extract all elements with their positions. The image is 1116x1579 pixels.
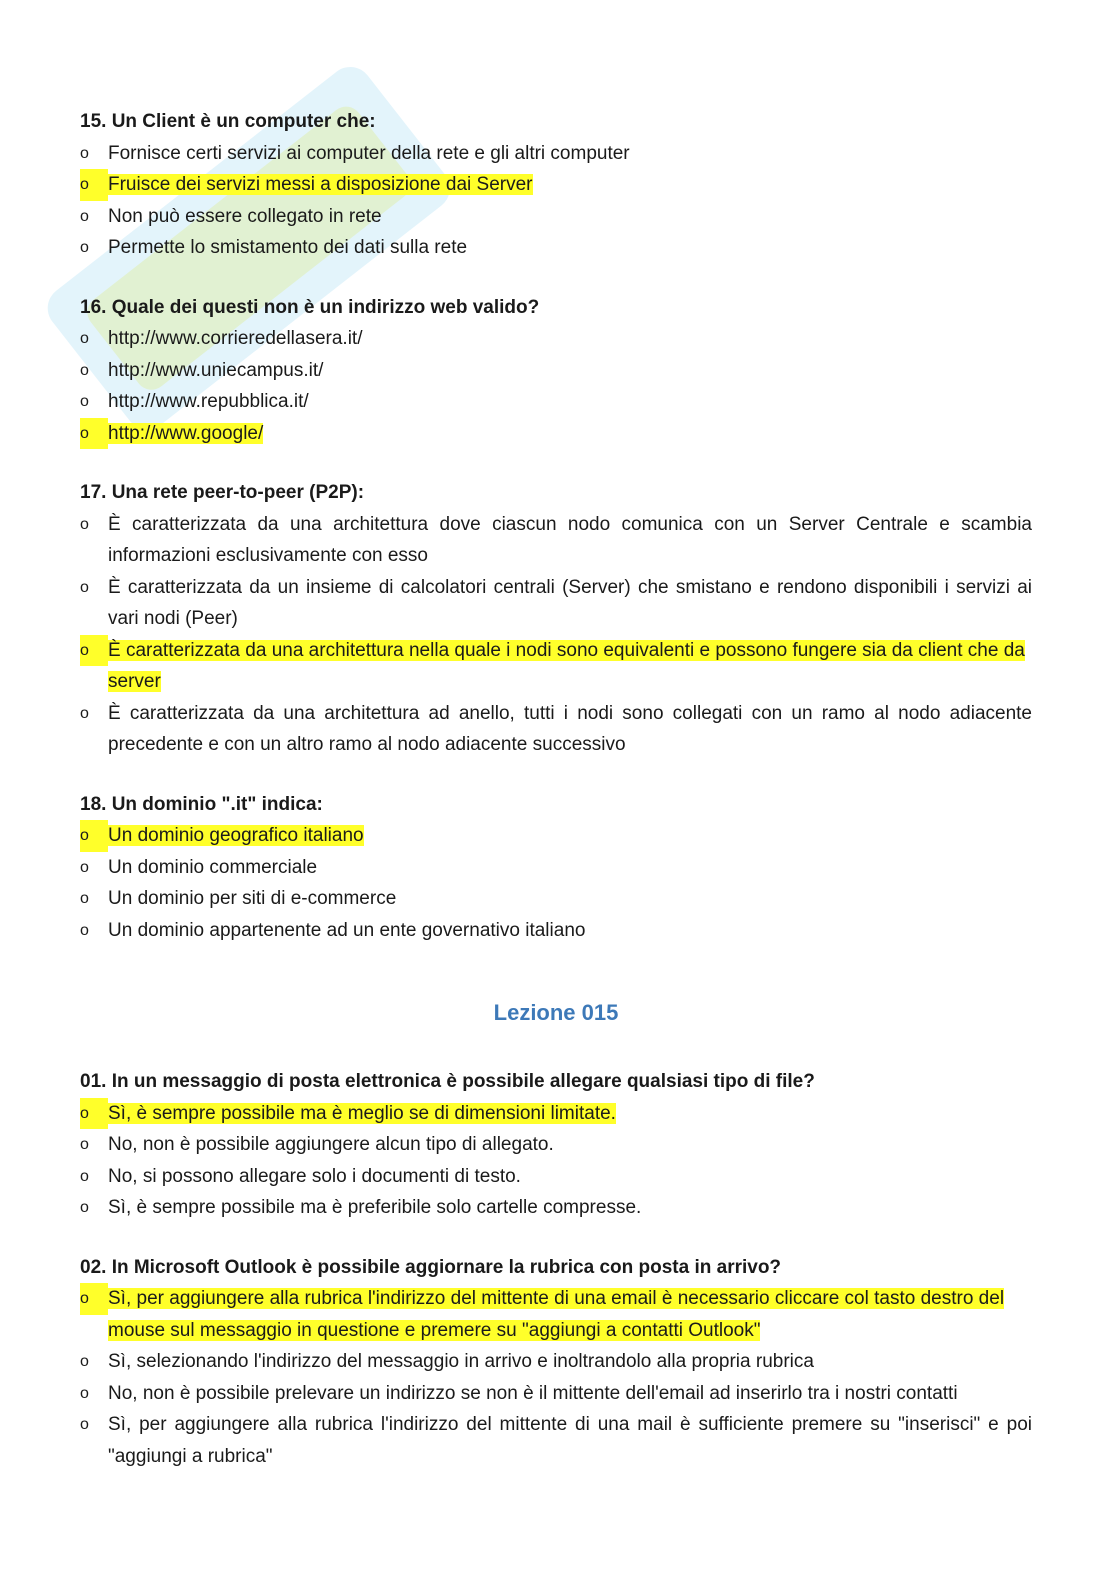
answer-text: Sì, è sempre possibile ma è meglio se di dimensioni limitate. <box>108 1102 616 1124</box>
answer-text: Non può essere collegato in rete <box>108 205 382 227</box>
answer-text: È caratterizzata da una architettura nella quale i nodi sono equivalenti e possono fungere sia da client che da server <box>108 639 1025 692</box>
bullet-circle-icon: o <box>80 820 108 852</box>
answer-text: Un dominio commerciale <box>108 856 318 878</box>
question-title: 15. Un Client è un computer che: <box>80 111 376 132</box>
answer-text: Sì, selezionando l'indirizzo del messaggio in arrivo e inoltrandolo alla propria rubrica <box>108 1351 814 1372</box>
answer-text: È caratterizzata da una architettura dove ciascun nodo comunica con un Server Centrale e scambia informazioni esclusivamente con esso <box>108 513 1032 566</box>
answer-option <box>80 1129 1032 1161</box>
question-title: 01. In un messaggio di posta elettronica è possibile allegare qualsiasi tipo di file? <box>80 1071 815 1092</box>
bullet-circle-icon: o <box>80 1136 89 1153</box>
answer-option-correct <box>80 635 1032 698</box>
bullet-circle-icon: o <box>80 361 89 379</box>
bullet-circle-icon: o <box>80 418 108 450</box>
question-block <box>80 1066 1032 1224</box>
bullet-circle-icon: o <box>80 858 89 876</box>
answer-list <box>80 138 1032 264</box>
answer-text: Sì, per aggiungere alla rubrica l'indirizzo del mittente di una mail è sufficiente premere su "inserisci" e poi "aggiungi a rubrica" <box>108 1414 1032 1467</box>
question-block <box>80 106 1032 264</box>
answer-option-correct <box>80 1283 1032 1346</box>
bullet-circle-icon: o <box>80 1416 89 1433</box>
answer-option <box>80 201 1032 233</box>
question-block <box>80 1252 1032 1473</box>
answer-text: È caratterizzata da un insieme di calcolatori centrali (Server) che smistano e rendono disponibili i servizi ai vari nodi (Peer) <box>108 576 1032 629</box>
answer-text: http://www.repubblica.it/ <box>108 391 309 412</box>
bullet-circle-icon: o <box>80 144 89 162</box>
answer-option-correct <box>80 1098 1032 1130</box>
question-block <box>80 789 1032 947</box>
bullet-circle-icon: o <box>80 1098 108 1130</box>
answer-list <box>80 1283 1032 1472</box>
lesson-heading: Lezione 015 <box>493 1000 619 1025</box>
bullet-circle-icon: o <box>80 1199 89 1216</box>
answer-option <box>80 138 1032 170</box>
answer-option <box>80 1409 1032 1472</box>
answer-text: Sì, è sempre possibile ma è preferibile solo cartelle compresse. <box>108 1197 642 1218</box>
bullet-circle-icon: o <box>80 704 89 722</box>
answer-option <box>80 509 1032 572</box>
answer-text: Sì, per aggiungere alla rubrica l'indirizzo del mittente di una email è necessario cliccare col tasto destro del mouse sul messaggio in questione e premere su "aggiungi a contatti Outlook" <box>108 1288 1005 1341</box>
answer-option <box>80 572 1032 635</box>
question-block <box>80 477 1032 761</box>
answer-list <box>80 509 1032 761</box>
document-page <box>80 106 1032 1500</box>
answer-list <box>80 323 1032 449</box>
answer-text: No, non è possibile prelevare un indirizzo se non è il mittente dell'email ad inserirlo tra i nostri contatti <box>108 1382 958 1404</box>
answer-text: No, non è possibile aggiungere alcun tipo di allegato. <box>108 1134 554 1155</box>
answer-option <box>80 355 1032 387</box>
answer-option <box>80 852 1032 884</box>
answer-option <box>80 386 1032 418</box>
answer-text: Fornisce certi servizi ai computer della rete e gli altri computer <box>108 142 630 164</box>
question-title: 16. Quale dei questi non è un indirizzo web valido? <box>80 296 540 318</box>
answer-option <box>80 883 1032 915</box>
bullet-circle-icon: o <box>80 578 89 596</box>
bullet-circle-icon: o <box>80 635 108 667</box>
answer-text: http://www.uniecampus.it/ <box>108 359 324 381</box>
answer-text: È caratterizzata da una architettura ad anello, tutti i nodi sono collegati con un ramo al nodo adiacente precedente e con un altro ramo al nodo adiacente successivo <box>108 702 1032 755</box>
question-title: 02. In Microsoft Outlook è possibile aggiornare la rubrica con posta in arrivo? <box>80 1256 782 1278</box>
answer-text: Permette lo smistamento dei dati sulla rete <box>108 237 468 258</box>
bullet-circle-icon: o <box>80 921 89 939</box>
bullet-circle-icon: o <box>80 515 89 533</box>
answer-text: http://www.corrieredellasera.it/ <box>108 328 363 349</box>
answer-list <box>80 1098 1032 1224</box>
answer-option-correct <box>80 169 1032 201</box>
answer-text: Un dominio appartenente ad un ente governativo italiano <box>108 919 586 941</box>
answer-option <box>80 323 1032 355</box>
answer-option-correct <box>80 418 1032 450</box>
answer-option <box>80 1346 1032 1378</box>
bullet-circle-icon: o <box>80 1384 89 1402</box>
answer-option <box>80 232 1032 264</box>
answer-text: Fruisce dei servizi messi a disposizione dai Server <box>108 174 533 195</box>
answer-text: Un dominio geografico italiano <box>108 825 364 846</box>
question-block <box>80 292 1032 450</box>
answer-option <box>80 915 1032 947</box>
answer-text: No, si possono allegare solo i documenti di testo. <box>108 1165 521 1187</box>
answer-text: Un dominio per siti di e-commerce <box>108 888 397 909</box>
answer-option <box>80 1161 1032 1193</box>
answer-list <box>80 820 1032 946</box>
question-title: 17. Una rete peer-to-peer (P2P): <box>80 482 365 503</box>
bullet-circle-icon: o <box>80 1167 89 1185</box>
question-title: 18. Un dominio ".it" indica: <box>80 793 323 815</box>
bullet-circle-icon: o <box>80 393 89 410</box>
answer-option <box>80 698 1032 761</box>
answer-option-correct <box>80 820 1032 852</box>
answer-option <box>80 1192 1032 1224</box>
bullet-circle-icon: o <box>80 1353 89 1370</box>
bullet-circle-icon: o <box>80 239 89 256</box>
bullet-circle-icon: o <box>80 330 89 347</box>
answer-text: http://www.google/ <box>108 422 264 444</box>
bullet-circle-icon: o <box>80 169 108 201</box>
bullet-circle-icon: o <box>80 1283 108 1315</box>
bullet-circle-icon: o <box>80 207 89 225</box>
answer-option <box>80 1378 1032 1410</box>
bullet-circle-icon: o <box>80 890 89 907</box>
